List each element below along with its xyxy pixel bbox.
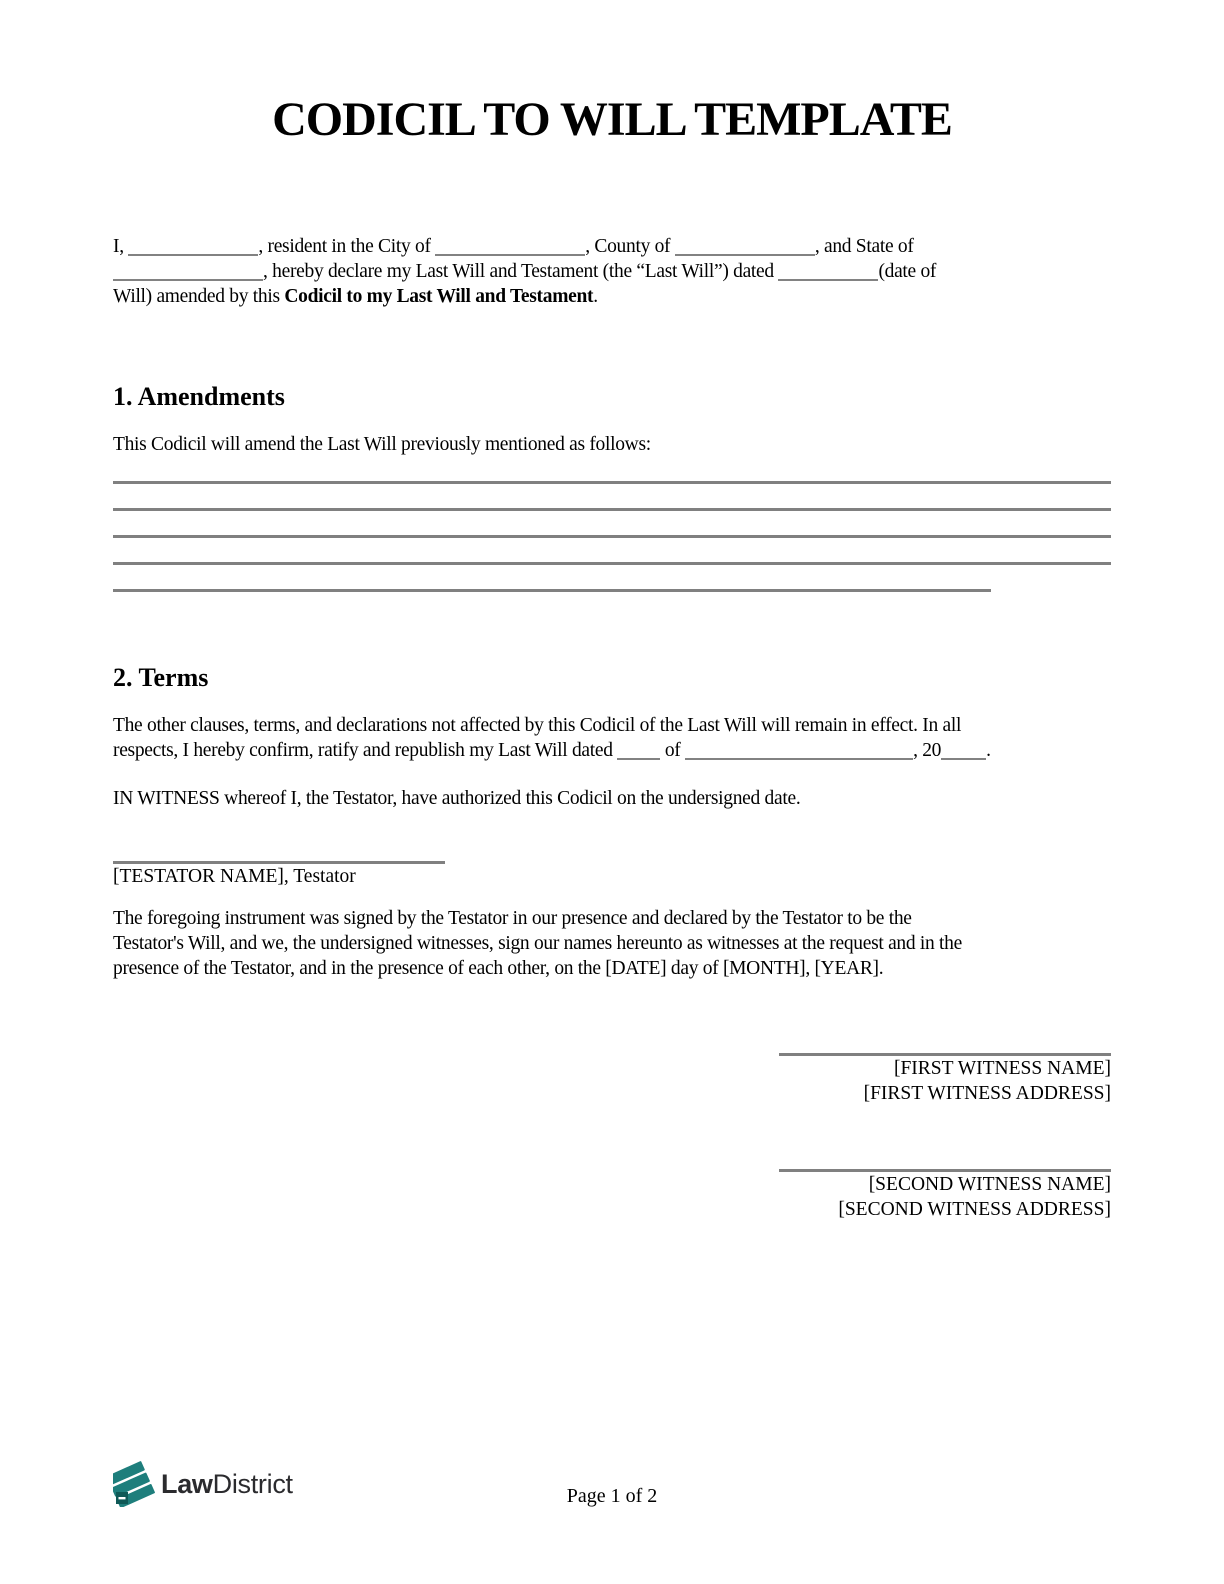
second-witness-name: [SECOND WITNESS NAME]: [868, 1174, 1111, 1195]
amendment-line: [113, 511, 1111, 538]
witness-clause: IN WITNESS whereof I, the Testator, have authorized this Codicil on the undersigned date.: [113, 788, 801, 809]
page-footer: [113, 1461, 1111, 1521]
first-witness-name: [FIRST WITNESS NAME]: [893, 1058, 1111, 1079]
day-blank-field: [617, 758, 660, 760]
second-witness-block: [779, 1145, 1111, 1222]
terms-text: .: [986, 740, 991, 761]
terms-paragraph: [113, 713, 1111, 763]
intro-paragraph: [113, 234, 1111, 309]
second-witness-signature-line: [779, 1145, 1111, 1172]
intro-text: .: [593, 286, 598, 307]
section-heading-terms: 2. Terms: [113, 663, 209, 692]
attestation-paragraph: [113, 906, 1111, 981]
intro-text: (date of: [878, 261, 937, 282]
attestation-line-2: Testator's Will, and we, the undersigned witnesses, sign our names hereunto as witnesses at the request and in the: [113, 933, 962, 954]
attestation-line-3: presence of the Testator, and in the presence of each other, on the [DATE] day of [MONTH], [YEAR].: [113, 958, 884, 979]
amendment-write-in-lines: [113, 457, 1111, 592]
terms-line-1: The other clauses, terms, and declarations not affected by this Codicil of the Last Will will remain in effect. In all: [113, 715, 962, 736]
intro-line-3: [113, 284, 1111, 309]
first-witness-block: [779, 1029, 1111, 1106]
document-title: CODICIL TO WILL TEMPLATE: [272, 93, 952, 146]
intro-text: I,: [113, 236, 124, 257]
first-witness-signature-line: [779, 1029, 1111, 1056]
terms-line-2: [113, 738, 1111, 763]
name-blank-field: [128, 254, 258, 256]
terms-text: of: [664, 740, 681, 761]
year-blank-field: [941, 758, 986, 760]
city-blank-field: [435, 254, 585, 256]
brand-text: [161, 1461, 293, 1507]
intro-line-1: [113, 234, 1111, 259]
intro-text: , and State of: [814, 236, 914, 257]
intro-line-2: [113, 259, 1111, 284]
brand-text-regular: District: [212, 1469, 293, 1499]
second-witness-address: [SECOND WITNESS ADDRESS]: [838, 1199, 1111, 1220]
amendment-line: [113, 484, 1111, 511]
brand-text-bold: Law: [161, 1469, 213, 1499]
first-witness-address: [FIRST WITNESS ADDRESS]: [863, 1083, 1111, 1104]
amendment-line: [113, 565, 991, 592]
section-heading-amendments: 1. Amendments: [113, 382, 285, 411]
county-blank-field: [675, 254, 815, 256]
terms-text: respects, I hereby confirm, ratify and republish my Last Will dated: [113, 740, 613, 761]
month-blank-field: [685, 758, 913, 760]
testator-signature-block: [113, 837, 1111, 889]
amendments-instruction: This Codicil will amend the Last Will previously mentioned as follows:: [113, 434, 651, 455]
attestation-line-1: The foregoing instrument was signed by the Testator in our presence and declared by the Testator to be the: [113, 908, 912, 929]
testator-name-label: [TESTATOR NAME], Testator: [113, 866, 356, 887]
stacked-pages-icon: [113, 1461, 155, 1507]
will-date-blank-field: [778, 279, 878, 281]
intro-text: Will) amended by this: [113, 286, 280, 307]
intro-bold-text: Codicil to my Last Will and Testament: [284, 286, 594, 307]
amendment-line: [113, 538, 1111, 565]
intro-text: , hereby declare my Last Will and Testament (the “Last Will”) dated: [263, 261, 774, 282]
terms-text: , 20: [913, 740, 942, 761]
state-blank-field: [113, 279, 263, 281]
testator-signature-line: [113, 837, 445, 864]
amendment-line: [113, 457, 1111, 484]
page-number: Page 1 of 2: [566, 1485, 658, 1507]
intro-text: , resident in the City of: [258, 236, 431, 257]
intro-text: , County of: [585, 236, 671, 257]
